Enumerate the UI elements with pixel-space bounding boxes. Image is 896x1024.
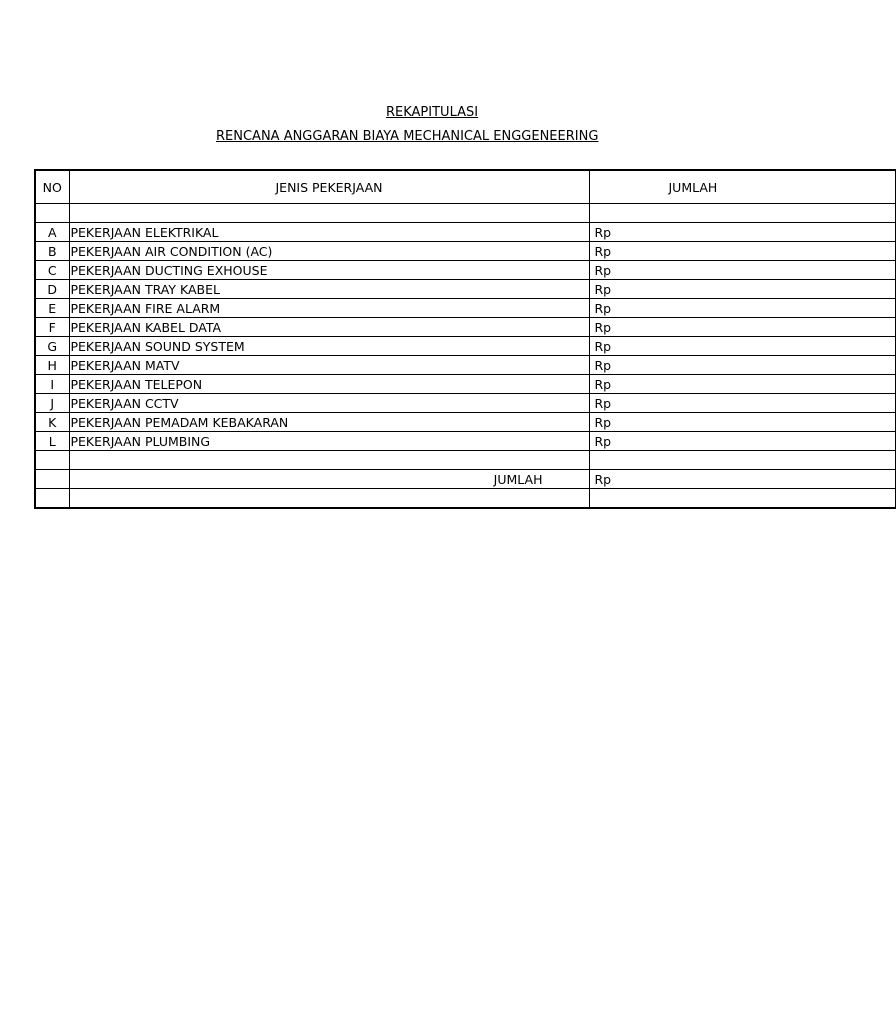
row-no: D [35, 280, 69, 299]
recap-table-viewport [34, 169, 718, 512]
row-currency: Rp [589, 242, 895, 261]
table-row [35, 242, 895, 261]
header-no: NO [35, 170, 69, 204]
row-jenis-pekerjaan: PEKERJAAN SOUND SYSTEM [69, 337, 589, 356]
row-no: G [35, 337, 69, 356]
table-total-row [35, 470, 895, 489]
row-no: K [35, 413, 69, 432]
total-label: JUMLAH [69, 470, 589, 489]
table-row [35, 261, 895, 280]
row-no: E [35, 299, 69, 318]
row-currency: Rp [589, 261, 895, 280]
row-no: J [35, 394, 69, 413]
row-jenis-pekerjaan: PEKERJAAN PEMADAM KEBAKARAN [69, 413, 589, 432]
table-spacer-row [35, 489, 895, 509]
row-jenis-pekerjaan: PEKERJAAN TELEPON [69, 375, 589, 394]
empty-cell [69, 489, 589, 509]
table-row [35, 280, 895, 299]
total-currency: Rp [589, 470, 895, 489]
row-currency: Rp [589, 432, 895, 451]
row-currency: Rp [589, 394, 895, 413]
row-no: B [35, 242, 69, 261]
document-subtitle: RENCANA ANGGARAN BIAYA MECHANICAL ENGGENEERING [216, 129, 599, 144]
row-currency: Rp [589, 318, 895, 337]
row-no: I [35, 375, 69, 394]
row-jenis-pekerjaan: PEKERJAAN MATV [69, 356, 589, 375]
empty-cell [35, 470, 69, 489]
recap-table [34, 169, 896, 509]
header-jumlah: JUMLAH [589, 170, 895, 204]
row-currency: Rp [589, 356, 895, 375]
table-row [35, 299, 895, 318]
row-jenis-pekerjaan: PEKERJAAN CCTV [69, 394, 589, 413]
empty-cell [589, 204, 895, 223]
table-header-row [35, 170, 895, 204]
row-jenis-pekerjaan: PEKERJAAN TRAY KABEL [69, 280, 589, 299]
table-row [35, 318, 895, 337]
row-jenis-pekerjaan: PEKERJAAN KABEL DATA [69, 318, 589, 337]
document-title: REKAPITULASI [386, 105, 479, 120]
table-row [35, 337, 895, 356]
row-currency: Rp [589, 413, 895, 432]
table-row [35, 223, 895, 242]
table-spacer-row [35, 451, 895, 470]
row-currency: Rp [589, 375, 895, 394]
table-row [35, 356, 895, 375]
row-jenis-pekerjaan: PEKERJAAN DUCTING EXHOUSE [69, 261, 589, 280]
row-no: C [35, 261, 69, 280]
table-row [35, 432, 895, 451]
table-row [35, 413, 895, 432]
empty-cell [35, 204, 69, 223]
row-currency: Rp [589, 337, 895, 356]
empty-cell [35, 451, 69, 470]
header-jenis-pekerjaan: JENIS PEKERJAAN [69, 170, 589, 204]
empty-cell [589, 489, 895, 509]
row-no: L [35, 432, 69, 451]
table-spacer-row [35, 204, 895, 223]
empty-cell [35, 489, 69, 509]
row-jenis-pekerjaan: PEKERJAAN ELEKTRIKAL [69, 223, 589, 242]
row-jenis-pekerjaan: PEKERJAAN PLUMBING [69, 432, 589, 451]
row-currency: Rp [589, 299, 895, 318]
empty-cell [69, 204, 589, 223]
row-no: H [35, 356, 69, 375]
row-currency: Rp [589, 223, 895, 242]
table-row [35, 394, 895, 413]
empty-cell [589, 451, 895, 470]
row-currency: Rp [589, 280, 895, 299]
row-jenis-pekerjaan: PEKERJAAN FIRE ALARM [69, 299, 589, 318]
empty-cell [69, 451, 589, 470]
row-no: F [35, 318, 69, 337]
row-no: A [35, 223, 69, 242]
row-jenis-pekerjaan: PEKERJAAN AIR CONDITION (AC) [69, 242, 589, 261]
table-row [35, 375, 895, 394]
